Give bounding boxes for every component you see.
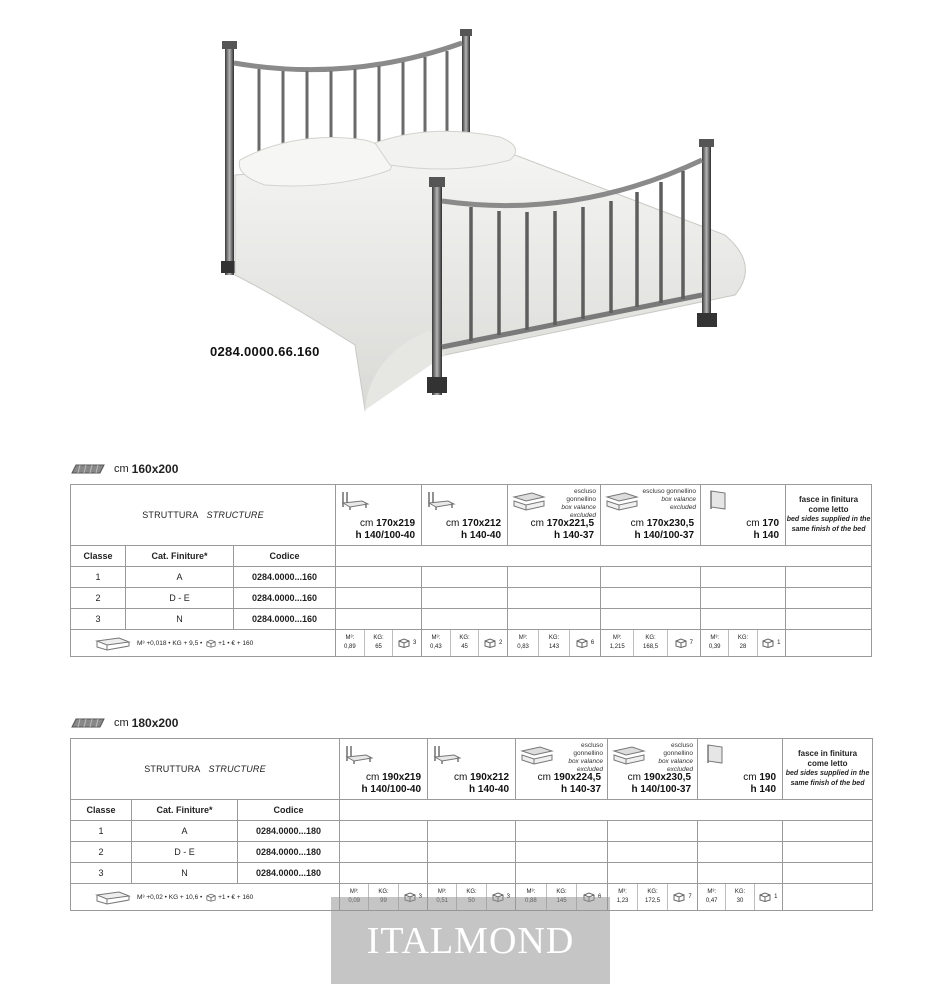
model-cell [608, 739, 698, 800]
table-row [71, 842, 873, 863]
header-cat: Cat. Finiture* [132, 800, 238, 821]
packaging-cell: M³: 1,23 KG: 172,5 7 [608, 884, 698, 911]
header-classe: Classe [71, 800, 132, 821]
packaging-cell: M³: 1,215 KG: 168,5 7 [601, 630, 701, 657]
code-cell: 0284.0000...160 [234, 567, 336, 588]
header-classe: Classe [71, 546, 126, 567]
box-icon [759, 892, 771, 902]
cat-cell: N [126, 609, 234, 630]
box-icon [206, 639, 216, 648]
size-label: 180x200 [131, 716, 179, 730]
storage-bed-icon [605, 489, 639, 511]
storage-bed-icon [512, 489, 546, 511]
box-icon [675, 638, 687, 648]
headboard-icon [702, 743, 732, 765]
dimensions: cm 190x212 h 140-40 [453, 772, 510, 795]
model-cell [428, 739, 516, 800]
watermark: ITALMOND [331, 897, 610, 984]
dimensions: cm 170 h 140 [746, 518, 780, 541]
packaging-row [71, 630, 872, 657]
mattress-icon [70, 718, 106, 728]
dimensions: cm 170x221,5 h 140-37 [530, 518, 595, 541]
mattress-icon [70, 464, 106, 474]
packaging-cell: M³: 0,47 KG: 30 1 [698, 884, 783, 911]
headboard-icon [705, 489, 735, 511]
packaging-cell: M³: 0,43 KG: 45 2 [422, 630, 508, 657]
box-icon [576, 638, 588, 648]
bed-frame-icon [426, 489, 456, 511]
dimensions: cm 170x219 h 140/100-40 [355, 518, 416, 541]
header-codice: Codice [238, 800, 340, 821]
code-cell: 0284.0000...160 [234, 588, 336, 609]
cat-cell: A [132, 821, 238, 842]
table-row [71, 821, 873, 842]
code-cell: 0284.0000...180 [238, 863, 340, 884]
product-code: 0284.0000.66.160 [210, 344, 320, 359]
box-icon [673, 892, 685, 902]
size-heading-160: cm 160x200 [70, 462, 178, 476]
classe-cell: 3 [71, 609, 126, 630]
model-cell [336, 485, 422, 546]
packaging-cell: M³: 0,39 KG: 28 1 [701, 630, 786, 657]
box-icon [398, 638, 410, 648]
packaging-summary: M³ +0,02 • KG + 10,6 • +1 • € + 160 [71, 884, 340, 911]
box-icon [206, 893, 216, 902]
cat-cell: N [132, 863, 238, 884]
packaging-cell: M³: KG: [516, 884, 608, 911]
structure-label: STRUTTURA STRUCTURE [71, 739, 340, 800]
table-row [71, 609, 872, 630]
packaging-summary: M³ +0,018 • KG + 9,5 • +1 • € + 160 [71, 630, 336, 657]
cat-cell: D - E [132, 842, 238, 863]
box-valance-note: escluso gonnellino box valance excluded [568, 742, 604, 773]
code-cell: 0284.0000...180 [238, 842, 340, 863]
table-row [71, 567, 872, 588]
storage-bed-icon [612, 743, 646, 765]
classe-cell: 1 [71, 821, 132, 842]
box-valance-note: escluso gonnellino box valance excluded [658, 742, 694, 773]
box-valance-note: escluso gonnellino box valance excluded [642, 488, 697, 511]
bed-frame-icon [432, 743, 462, 765]
code-cell: 0284.0000...180 [238, 821, 340, 842]
spec-table-180x200 [70, 738, 873, 911]
header-codice: Codice [234, 546, 336, 567]
classe-cell: 2 [71, 588, 126, 609]
box-icon [762, 638, 774, 648]
model-cell [701, 485, 786, 546]
bed-frame-icon [344, 743, 374, 765]
dimensions: cm 170x230,5 h 140/100-37 [630, 518, 695, 541]
model-cell [508, 485, 601, 546]
box-valance-note: escluso gonnellino box valance excluded [561, 488, 597, 519]
model-cell [340, 739, 428, 800]
structure-label: STRUTTURA STRUCTURE [71, 485, 336, 546]
model-cell [601, 485, 701, 546]
bed-sides-note: fasce in finitura come letto bed sides supplied in the same finish of the bed [786, 485, 872, 546]
classe-cell: 1 [71, 567, 126, 588]
dimensions: cm 170x212 h 140-40 [445, 518, 502, 541]
cat-cell: A [126, 567, 234, 588]
box-icon [484, 638, 496, 648]
packaging-cell: M³: 0,83 KG: 143 6 [508, 630, 601, 657]
model-cell [516, 739, 608, 800]
table-row [71, 863, 873, 884]
code-cell: 0284.0000...160 [234, 609, 336, 630]
packaging-cell: M³: KG: [428, 884, 516, 911]
dimensions: cm 190 h 140 [743, 772, 777, 795]
packaging-cell: M³: KG: [340, 884, 428, 911]
dimensions: cm 190x230,5 h 140/100-37 [627, 772, 692, 795]
dimensions: cm 190x224,5 h 140-37 [537, 772, 602, 795]
model-cell [422, 485, 508, 546]
classe-cell: 2 [71, 842, 132, 863]
model-cell [698, 739, 783, 800]
classe-cell: 3 [71, 863, 132, 884]
size-heading-180: cm 180x200 [70, 716, 178, 730]
table-row [71, 588, 872, 609]
cat-cell: D - E [126, 588, 234, 609]
bed-pack-icon [95, 889, 131, 905]
header-cat: Cat. Finiture* [126, 546, 234, 567]
bed-frame-icon [340, 489, 370, 511]
dimensions: cm 190x219 h 140/100-40 [361, 772, 422, 795]
packaging-cell: M³: 0,89 KG: 65 3 [336, 630, 422, 657]
bed-pack-icon [95, 635, 131, 651]
size-label: 160x200 [131, 462, 179, 476]
storage-bed-icon [520, 743, 554, 765]
bed-sides-note: fasce in finitura come letto bed sides supplied in the same finish of the bed [783, 739, 873, 800]
spec-table-160x200 [70, 484, 872, 657]
